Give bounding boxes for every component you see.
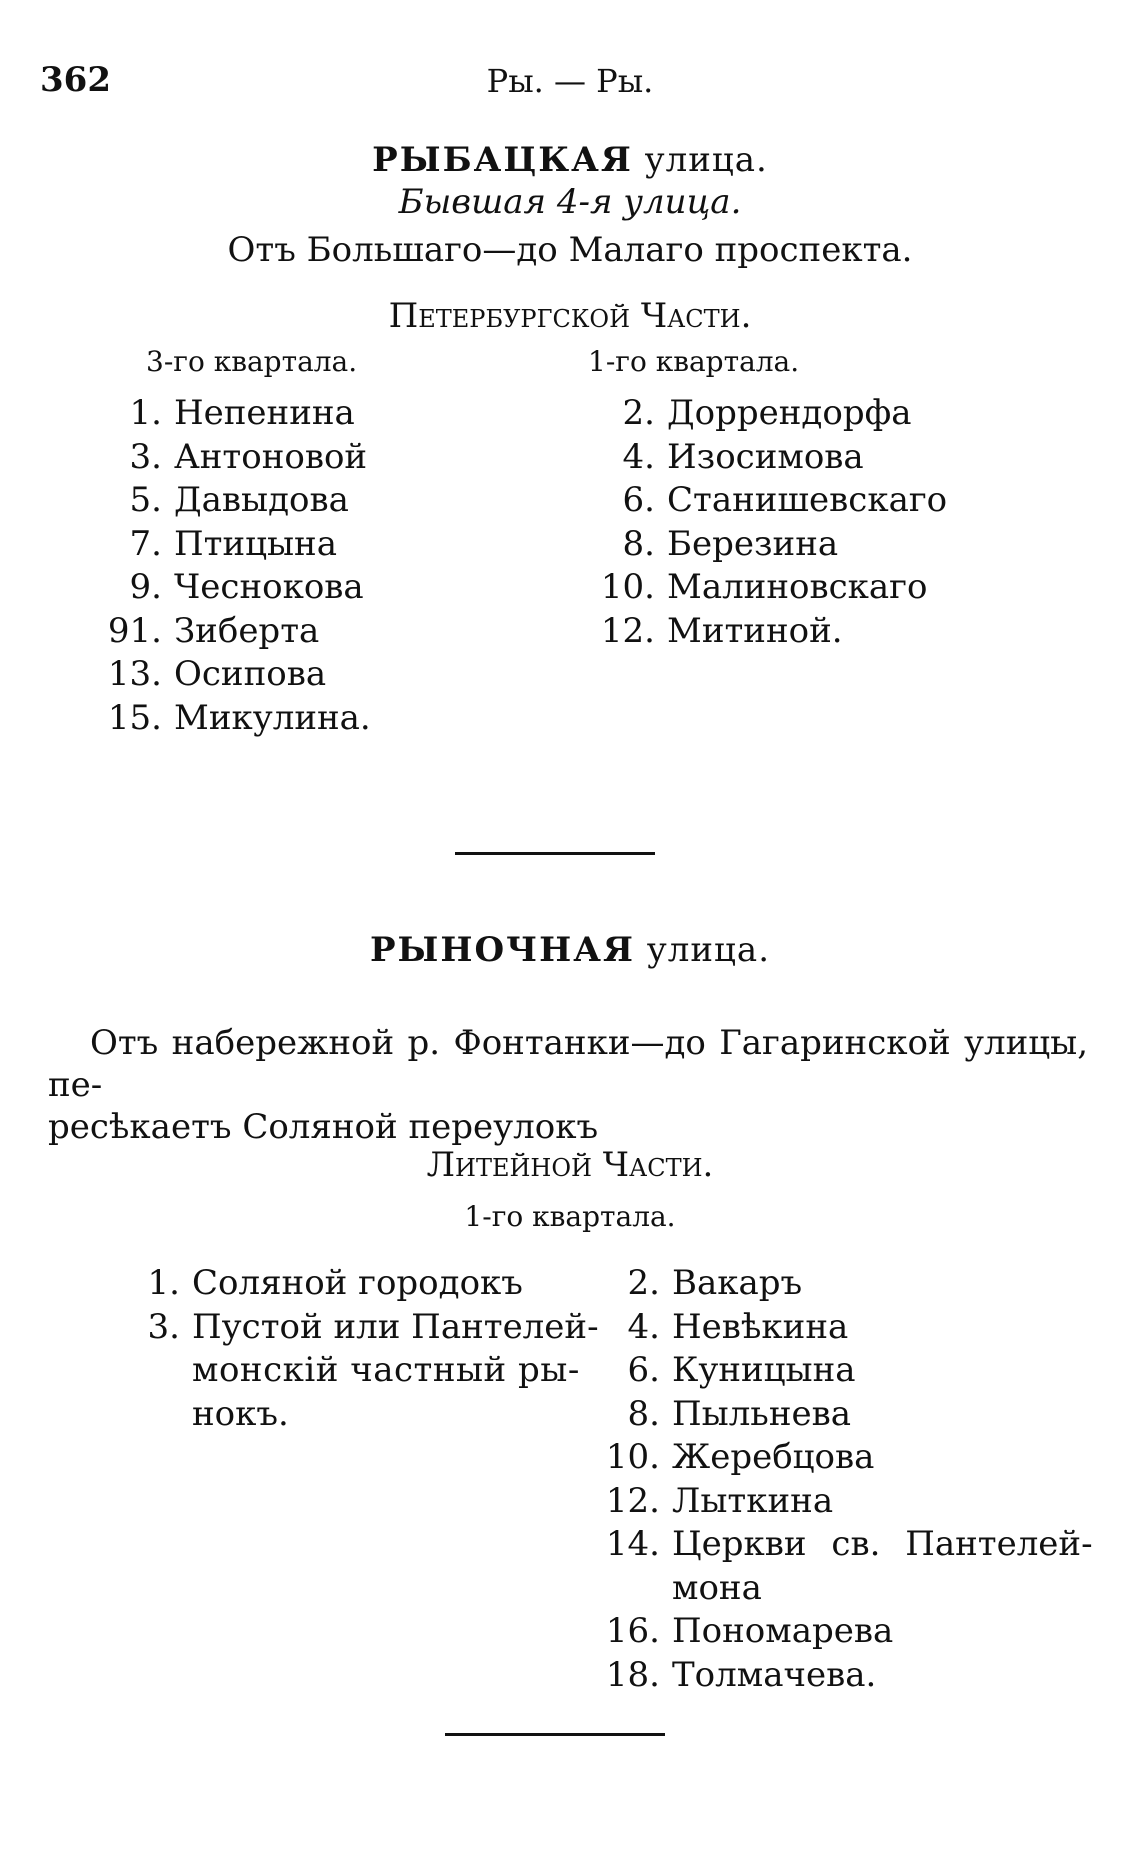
section2-quarter: 1-го квартала. — [464, 1200, 676, 1233]
item-name: Толмачева. — [672, 1654, 877, 1695]
list-item — [585, 523, 947, 567]
item-number: 9. — [129, 567, 162, 607]
list-item — [92, 479, 371, 523]
list-item — [585, 479, 947, 523]
item-number: 18. — [605, 1654, 660, 1695]
item-number: 10. — [600, 567, 655, 607]
section2-title-caps: РЫНОЧНАЯ — [369, 930, 635, 970]
item-number: 3. — [147, 1306, 180, 1347]
item-number: 16. — [605, 1611, 660, 1651]
list-item — [92, 523, 371, 567]
item-name: Непенина — [174, 393, 355, 433]
item-number: 15. — [107, 697, 162, 738]
section1-right-quarter: 1-го квартала. — [588, 345, 800, 378]
section2-title — [0, 930, 1140, 970]
item-number: 12. — [605, 1480, 660, 1521]
item-name: Вакаръ — [672, 1263, 803, 1303]
list-item — [110, 1262, 599, 1306]
item-name: Куницына — [672, 1350, 856, 1390]
list-item — [590, 1393, 1093, 1437]
section1-left-quarter: 3-го квартала. — [146, 345, 358, 378]
list-item — [92, 653, 371, 697]
section1-extent: Отъ Большаго—до Малаго проспекта. — [227, 230, 913, 270]
list-item — [110, 1393, 599, 1437]
item-name: Птицына — [174, 523, 337, 564]
list-item — [92, 566, 371, 610]
item-name: монскій частный ры- — [192, 1350, 580, 1390]
list-item — [92, 392, 371, 436]
section2-extent-line2: ресѣкаетъ Соляной переулокъ — [48, 1107, 599, 1147]
item-number: 5. — [129, 480, 162, 520]
item-name: Невѣкина — [672, 1306, 849, 1347]
item-number: 14. — [605, 1524, 660, 1564]
item-name: Жеребцова — [672, 1437, 875, 1477]
list-item — [92, 436, 371, 480]
running-head: Ры. — Ры. — [486, 62, 654, 100]
page-number: 362 — [40, 60, 111, 100]
list-item — [590, 1480, 1093, 1524]
item-name: Пономарева — [672, 1611, 894, 1651]
list-item — [590, 1436, 1093, 1480]
item-name: Доррендорфа — [667, 393, 912, 433]
item-name: Малиновскаго — [667, 567, 928, 607]
section2-right-list — [590, 1262, 1093, 1697]
section2-left-list — [110, 1262, 599, 1436]
section1-district: Петербургской Части. — [388, 296, 752, 336]
section1-former-name: Бывшая 4-я улица. — [398, 182, 742, 222]
item-name: Микулина. — [174, 697, 371, 738]
item-name: Чеснокова — [174, 567, 364, 607]
item-name: Антоновой — [174, 436, 368, 477]
item-name: Митиной. — [667, 610, 843, 651]
list-item — [590, 1610, 1093, 1654]
section2-extent-line1: Отъ набережной р. Фонтанки—до Гагаринской улицы, пе- — [48, 1023, 1088, 1105]
section2-district: Литейной Части. — [426, 1145, 714, 1185]
list-item — [585, 436, 947, 480]
section1-left-list — [92, 392, 371, 740]
item-number: 2. — [622, 393, 655, 433]
item-name: Пыльнева — [672, 1393, 852, 1434]
list-item — [590, 1523, 1093, 1567]
section-divider — [445, 1733, 665, 1736]
item-name: Изосимова — [667, 436, 864, 477]
item-name: Лыткина — [672, 1480, 834, 1521]
list-item — [590, 1567, 1093, 1611]
item-number: 6. — [627, 1350, 660, 1390]
section1-right-list — [585, 392, 947, 653]
item-name: Осипова — [174, 654, 327, 694]
list-item — [590, 1654, 1093, 1698]
list-item — [585, 610, 947, 654]
item-number: 12. — [600, 610, 655, 651]
list-item — [585, 566, 947, 610]
item-name: Пустой или Пантелей- — [192, 1306, 599, 1347]
item-number: 4. — [622, 436, 655, 477]
item-number: 8. — [627, 1393, 660, 1434]
item-name: Березина — [667, 523, 839, 564]
section1-title-rest: улица. — [644, 140, 768, 180]
section1-title — [0, 140, 1140, 180]
item-name: нокъ. — [192, 1393, 289, 1434]
list-item — [590, 1306, 1093, 1350]
section2-title-rest: улица. — [646, 930, 771, 970]
item-number: 10. — [605, 1437, 660, 1477]
list-item — [585, 392, 947, 436]
section1-title-caps: РЫБАЦКАЯ — [372, 140, 633, 180]
item-number: 6. — [622, 480, 655, 520]
list-item — [110, 1306, 599, 1350]
item-number: 13. — [107, 654, 162, 694]
item-number: 1. — [147, 1263, 180, 1303]
item-number: 1. — [129, 393, 162, 433]
item-name: Соляной городокъ — [192, 1263, 523, 1303]
list-item — [590, 1349, 1093, 1393]
item-name: Давыдова — [174, 480, 349, 520]
list-item — [92, 697, 371, 741]
item-number — [110, 1393, 192, 1437]
list-item — [110, 1349, 599, 1393]
item-name: Зиберта — [174, 610, 320, 651]
item-name: мона — [672, 1567, 762, 1608]
item-number: 91. — [107, 610, 162, 651]
item-number: 4. — [627, 1306, 660, 1347]
section-divider — [455, 852, 655, 855]
item-number — [110, 1349, 192, 1393]
list-item — [590, 1262, 1093, 1306]
item-name: Станишевскаго — [667, 480, 948, 520]
item-number: 8. — [622, 523, 655, 564]
item-number — [590, 1567, 672, 1611]
item-number: 2. — [627, 1263, 660, 1303]
list-item — [92, 610, 371, 654]
item-name: Церкви св. Пантелей- — [672, 1524, 1093, 1564]
item-number: 7. — [129, 523, 162, 564]
item-number: 3. — [129, 436, 162, 477]
section2-extent — [48, 1022, 1088, 1148]
